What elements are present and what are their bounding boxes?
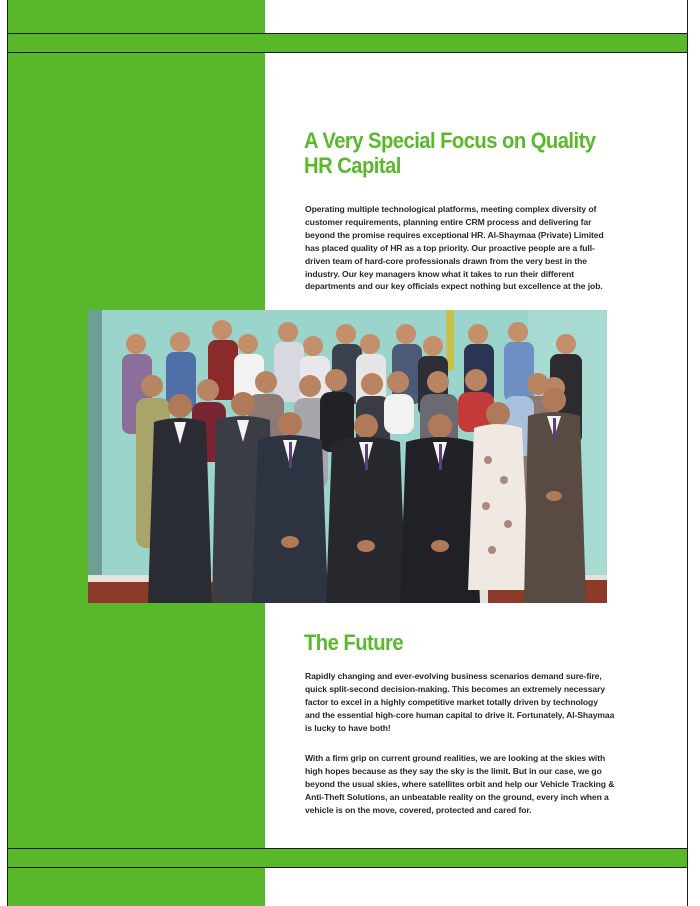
section-2-heading: The Future	[304, 630, 404, 655]
top-band-border-upper	[8, 33, 687, 34]
frame-line-left	[7, 0, 8, 906]
team-group-photo	[88, 310, 607, 603]
team-group-photo-illustration	[88, 310, 607, 603]
bottom-green-band	[8, 849, 687, 867]
frame-line-right	[687, 0, 688, 906]
bottom-band-border-upper	[8, 848, 687, 849]
section-1-heading-line-2: HR Capital	[304, 153, 401, 178]
section-2-body-1: Rapidly changing and ever-evolving business scenarios demand sure-fire, quick split-second decision-making. This becomes an extremely necessary factor to excel in a highly competitive market totally driven by technology and the essential high-core human capital to drive it. Fortunately, Al-Shaymaa is lucky to have both!	[305, 671, 615, 733]
bottom-band-border-lower	[8, 867, 687, 868]
section-2-body-2: With a firm grip on current ground realities, we are looking at the skies with high hopes because as they say the sky is the limit. But in our case, we go beyond the usual skies, where satellites orbit and help our Vehicle Tracking & Anti-Theft Solutions, an unbeatable reality on the ground, every inch when a vehicle is on the move, covered, protected and cared for.	[305, 753, 615, 815]
top-band-border-lower	[8, 52, 687, 53]
section-1-body: Operating multiple technological platforms, meeting complex diversity of customer requirements, planning entire CRM process and delivering far beyond the promise requires exceptional HR. Al-Shaymaa (Private) Limited has placed quality of HR as a top priority. Our proactive people are a full-driven team of hard-core professionals drawn from the very best in the industry. Our key managers know what it takes to run their different departments and our key officials expect nothing but excellence at the job.	[305, 204, 604, 292]
section-1-heading-line-1: A Very Special Focus on Quality	[304, 128, 596, 153]
section-1-heading	[304, 128, 595, 178]
top-green-band	[8, 34, 687, 52]
